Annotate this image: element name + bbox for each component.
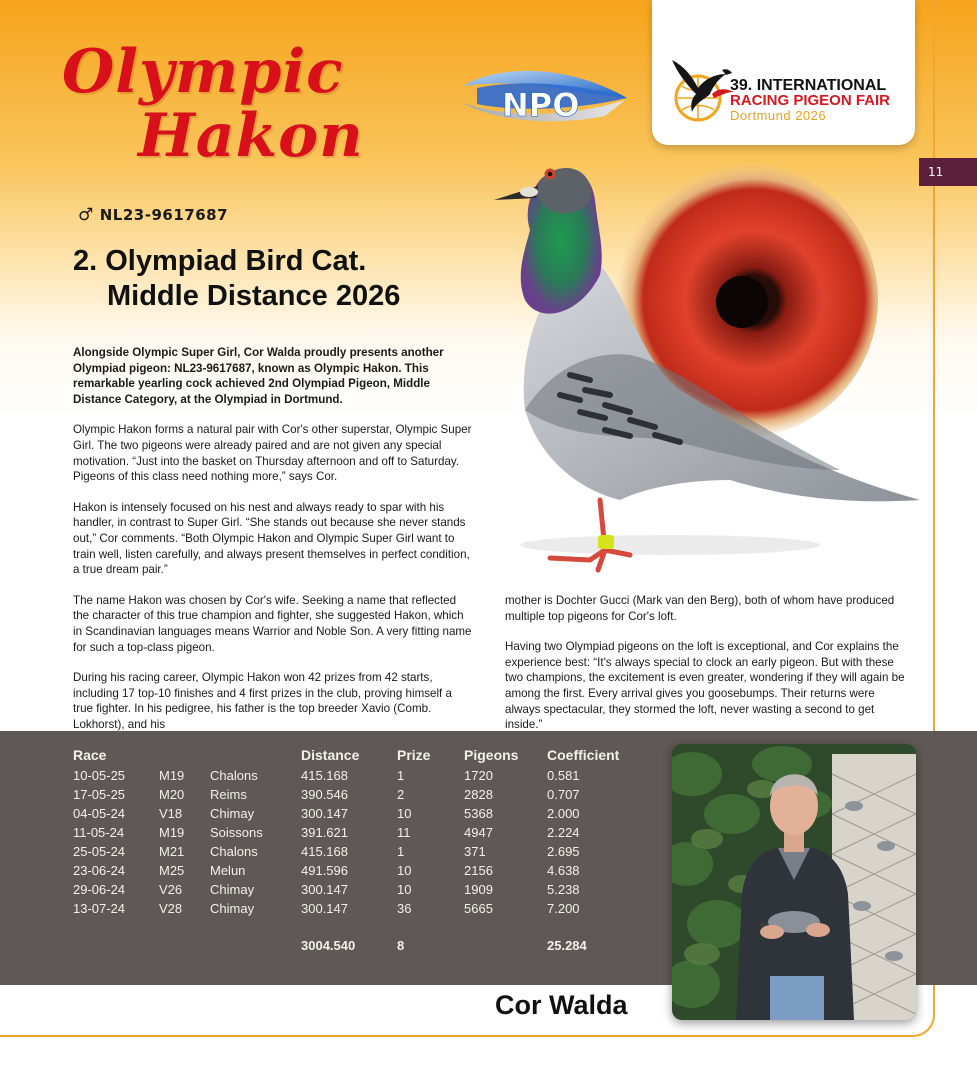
article-paragraph: The name Hakon was chosen by Cor's wife. Seeking a name that reflected the character of this true champion and fighter, she suggested Hakon, which in Scandinavian languages means Warrior and Noble Son. A very fitting name for such a top-class pigeon. xyxy=(73,593,472,654)
ring-number-text: NL23-9617687 xyxy=(99,206,229,224)
table-totals-row xyxy=(73,918,657,956)
achievement-title xyxy=(73,244,400,314)
fair-title-line-2: RACING PIGEON FAIR xyxy=(730,92,891,109)
male-symbol-icon: ♂ xyxy=(78,205,94,225)
title-line-2: Hakon xyxy=(138,101,364,171)
table-row: 11-05-24 M19 Soissons 391.621 11 4947 2.224 xyxy=(73,825,580,840)
table-row: 29-06-24 V26 Chimay 300.147 10 1909 5.238 xyxy=(73,882,580,897)
article-lead-paragraph: Alongside Olympic Super Girl, Cor Walda proudly presents another Olympiad pigeon: NL23-9617687, known as Olympic Hakon. This remarkable yearling cock achieved 2nd Olympiad Pigeon, Middle Distance Category, at the Olympiad in Dortmund. xyxy=(73,346,444,406)
breeder-name: Cor Walda xyxy=(495,990,628,1020)
article-paragraph: During his racing career, Olympic Hakon won 42 prizes from 42 starts, including 17 top-10 finishes and 4 first prizes in the club, proving himself a true fighter. In his pedigree, his father is the top breeder Xavio (Comb. Lokhorst), and his xyxy=(73,671,452,731)
table-row: 17-05-25 M20 Reims 390.546 2 2828 0.707 xyxy=(73,787,580,802)
total-prizes: 8 xyxy=(397,937,405,953)
achievement-line-2: Middle Distance 2026 xyxy=(107,280,401,312)
race-results-table xyxy=(73,744,657,956)
achievement-line-1: 2. Olympiad Bird Cat. xyxy=(73,245,367,277)
column-header-coefficient: Coefficient xyxy=(547,747,620,763)
table-row: 10-05-25 M19 Chalons 415.168 1 1720 0.581 xyxy=(73,768,580,783)
column-header-race: Race xyxy=(73,747,107,763)
column-header-pigeons: Pigeons xyxy=(464,747,519,763)
article-paragraph: Having two Olympiad pigeons on the loft is exceptional, and Cor explains the experience best: “It's always special to clock an early pigeon. But with these two champions, the excitement is even greater, wondering if they will again be among the first. Every arrival gives you goosebumps. Their returns were always spectacular, they stormed the loft, never wasting a second to get inside.” xyxy=(505,640,905,732)
breeder-photo xyxy=(672,744,916,1020)
total-distance: 3004.540 xyxy=(301,937,356,953)
pigeon-and-eye-photo xyxy=(480,150,930,590)
page-number: 11 xyxy=(919,158,977,186)
pigeon-name-title xyxy=(62,37,364,171)
fair-title-line-1: 39. INTERNATIONAL xyxy=(730,77,887,94)
article-column-right xyxy=(505,593,905,748)
article-paragraph: mother is Dochter Gucci (Mark van den Berg), both of whom have produced multiple top pigeons for Cor's loft. xyxy=(505,594,895,623)
total-coefficient: 25.284 xyxy=(547,937,587,953)
table-row: 04-05-24 V18 Chimay 300.147 10 5368 2.000 xyxy=(73,806,580,821)
table-row: 25-05-24 M21 Chalons 415.168 1 371 2.695 xyxy=(73,844,580,859)
fair-title xyxy=(730,78,890,123)
column-header-distance: Distance xyxy=(301,747,360,763)
fair-title-line-3: Dortmund 2026 xyxy=(730,108,827,123)
table-row: 23-06-24 M25 Melun 491.596 10 2156 4.638 xyxy=(73,863,580,878)
fair-logo-card xyxy=(652,0,915,145)
npo-logo-text: NPO xyxy=(502,86,580,124)
table-header-row xyxy=(73,744,657,766)
title-line-1: Olympic xyxy=(62,37,344,107)
npo-logo xyxy=(455,60,633,128)
article-column-left xyxy=(73,345,473,747)
ring-number xyxy=(78,205,228,225)
article-paragraph: Olympic Hakon forms a natural pair with Cor's other superstar, Olympic Super Girl. The two pigeons were already paired and are not given any special motivation. “Just into the basket on Thursday afternoon and off to Saturday. Pigeons of this class need nothing more,” says Cor. xyxy=(73,423,472,484)
table-row: 13-07-24 V28 Chimay 300.147 36 5665 7.200 xyxy=(73,901,580,916)
column-header-prize: Prize xyxy=(397,747,431,763)
article-paragraph: Hakon is intensely focused on his nest and always ready to spar with his handler, in contrast to Super Girl. “She stands out because she never stands out,” Cor comments. “Both Olympic Hakon and Olympic Super Girl want to train well, listen carefully, and always present themselves in perfect condition, a true dream pair.” xyxy=(73,500,470,577)
